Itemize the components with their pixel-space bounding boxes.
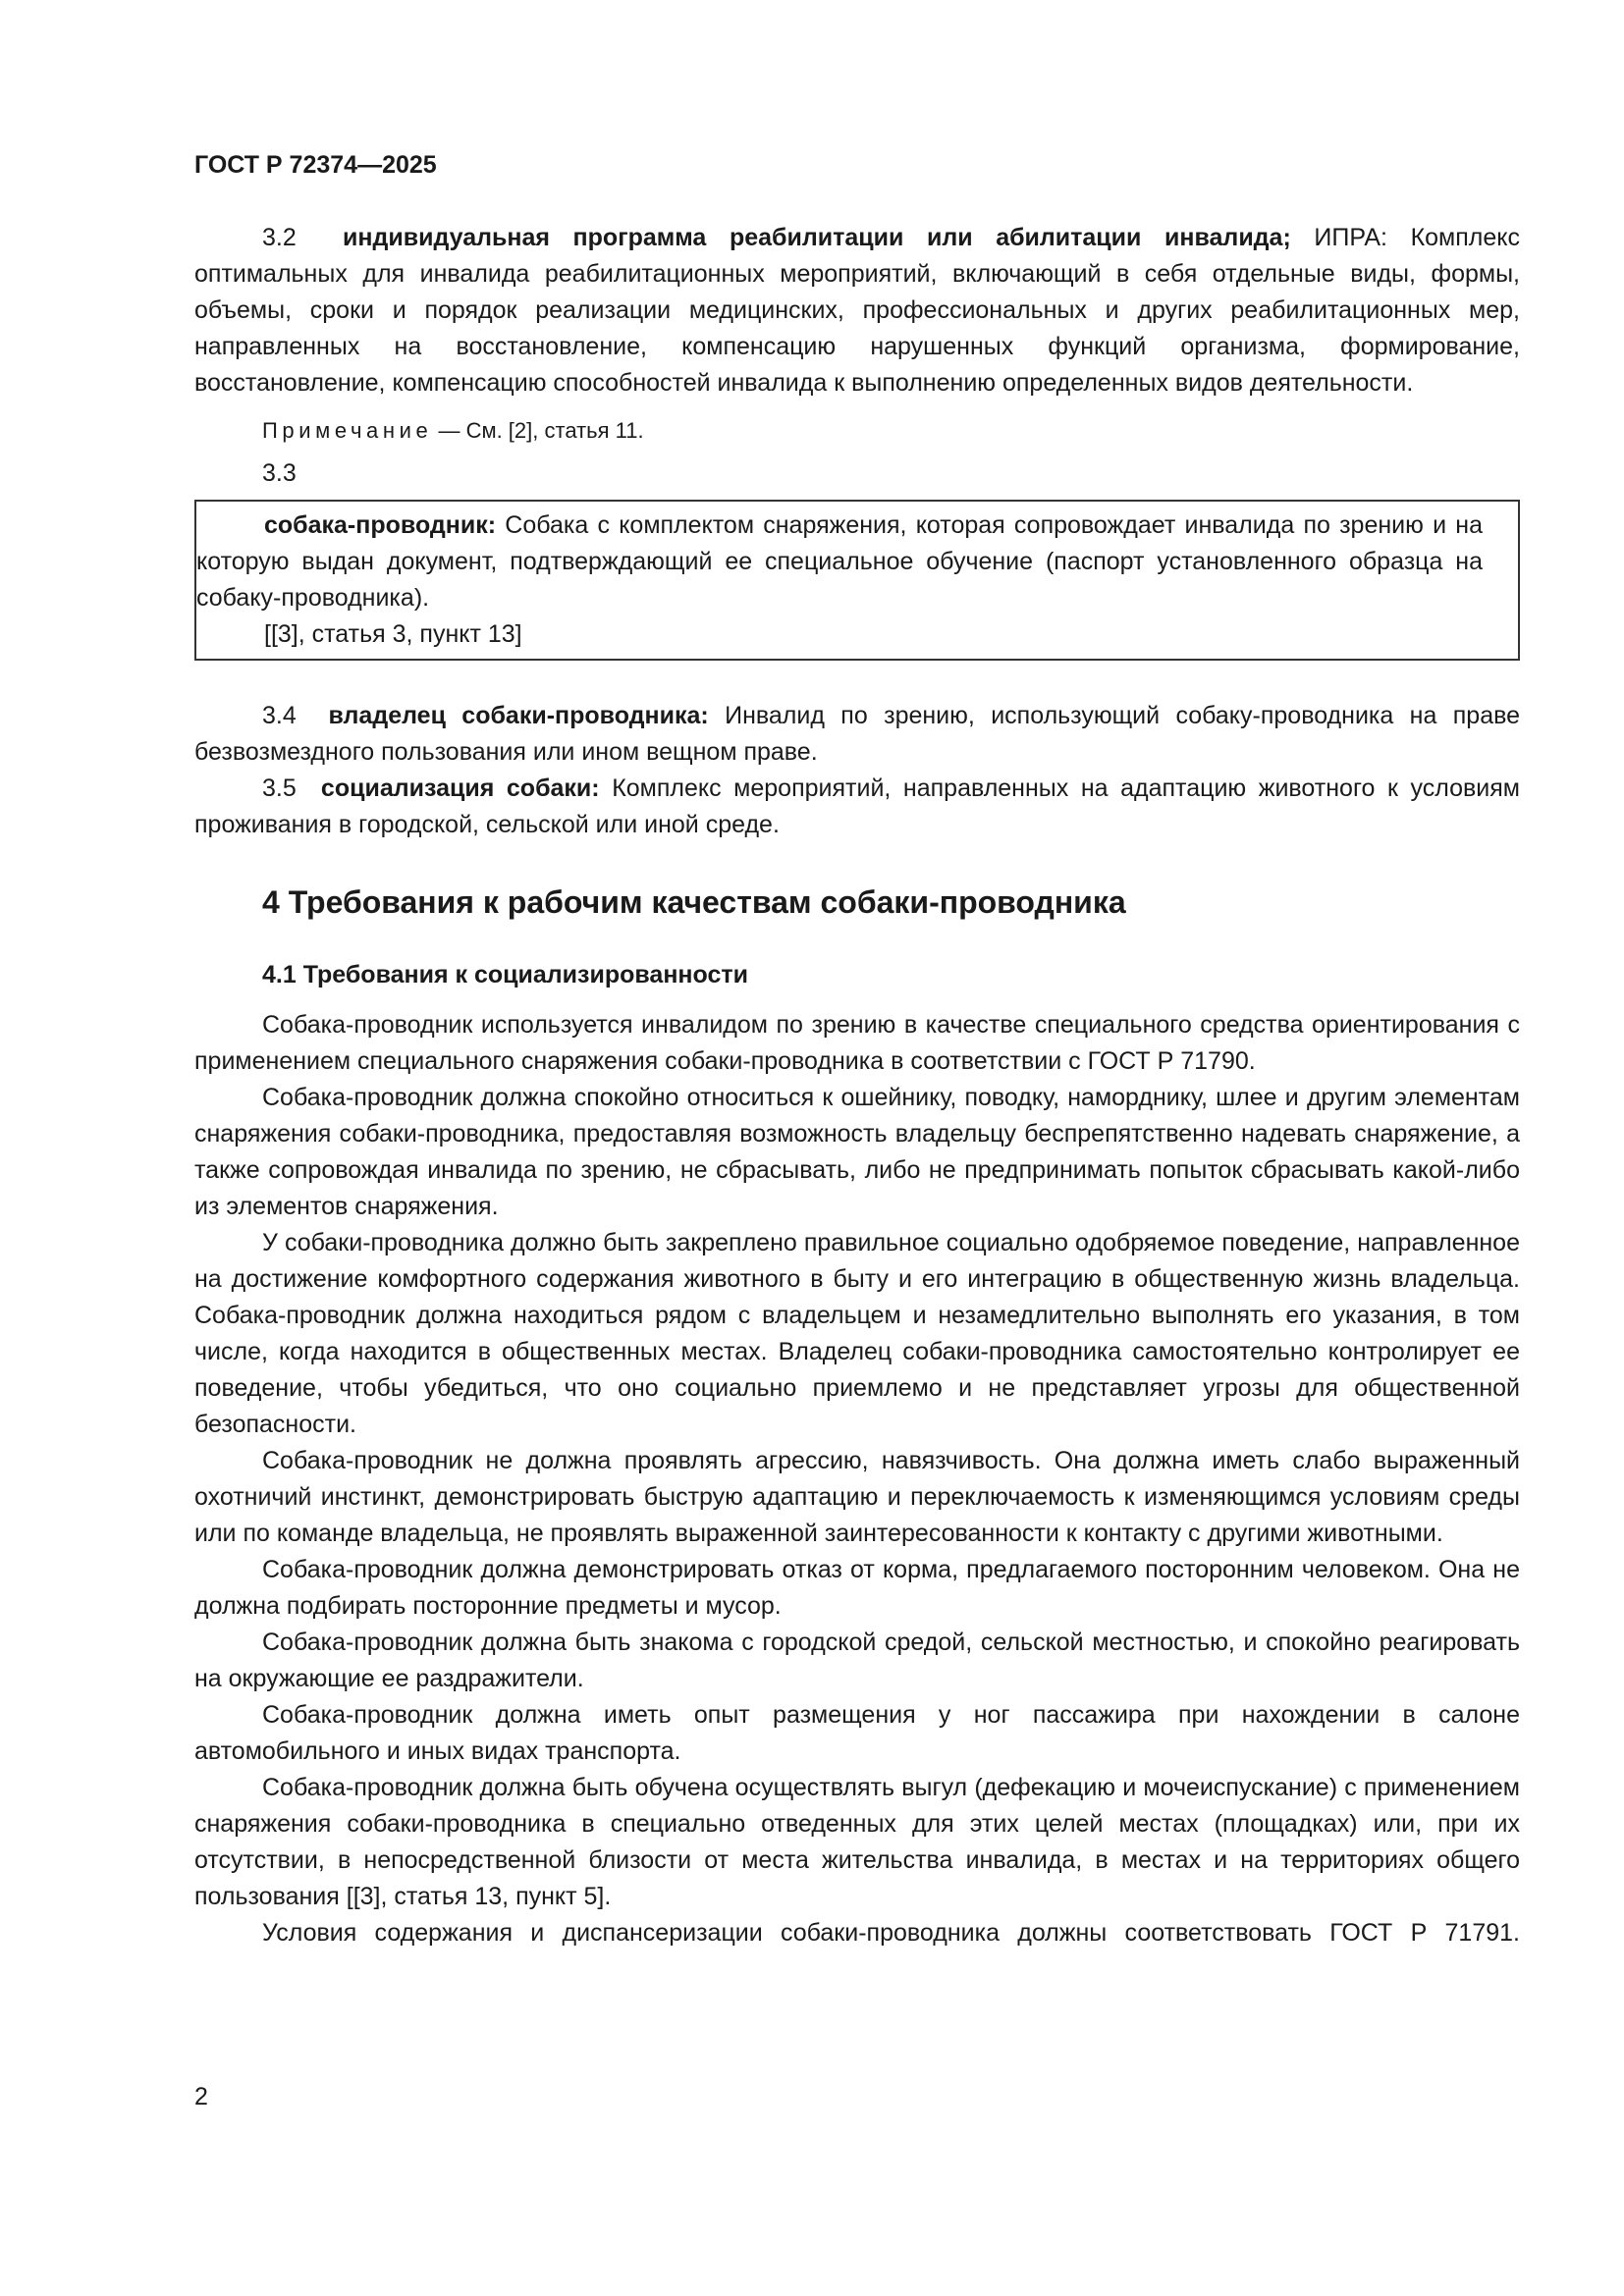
page-number: 2 (194, 2083, 208, 2110)
definition-3-3-number: 3.3 (262, 459, 297, 487)
section-4-title: 4 Требования к рабочим качествам собаки-проводника (262, 884, 1126, 920)
term-3-5: социализация собаки: (320, 774, 600, 802)
term-3-4: владелец собаки-проводника: (328, 702, 709, 729)
paragraph: Собака-проводник не должна проявлять агрессию, навязчивость. Она должна иметь слабо выраженный охотничий инстинкт, демонстрировать быструю адаптацию и переключаемость к изменяющимся условиям среды или по команде владельца, не проявлять выраженной заинтересованности к контакту с другими животными. (194, 1447, 1520, 1547)
paragraph: У собаки-проводника должно быть закреплено правильное социально одобряемое поведение, направленное на достижение комфортного содержания животного в быту и его интеграцию в общественную жизнь владельца. Собака-проводник должна находиться рядом с владельцем и незамедлительно выполнять его указания, в том числе, когда находится в общественных местах. Владелец собаки-проводника самостоятельно контролирует ее поведение, чтобы убедиться, что оно социально приемлемо и не представляет угрозы для общественной безопасности. (194, 1229, 1520, 1438)
term-3-2: индивидуальная программа реабилитации или абилитации инвалида; (343, 224, 1291, 251)
paragraph: Собака-проводник должна спокойно относиться к ошейнику, поводку, наморднику, шлее и другим элементам снаряжения собаки-проводника, предоставляя возможность владельцу беспрепятственно надевать снаряжение, а также сопровождая инвалида по зрению, не сбрасывать, либо не предпринимать попыток сбрасывать какой-либо из элементов снаряжения. (194, 1084, 1520, 1220)
note-label: Примечание (262, 418, 433, 443)
definition-3-3: собака-проводник: Собака с комплектом снаряжения, которая сопровождает инвалида по зрению и на которую выдан документ, подтверждающий ее специальное обучение (паспорт установленного образца на собаку-проводника). (196, 511, 1483, 612)
paragraph: Собака-проводник должна быть знакома с городской средой, сельской местностью, и спокойно реагировать на окружающие ее раздражители. (194, 1629, 1520, 1692)
section-4-1-title: 4.1 Требования к социализированности (262, 961, 748, 988)
note-text: — См. [2], статья 11. (432, 418, 644, 443)
definition-3-2: 3.2 индивидуальная программа реабилитации или абилитации инвалида; ИПРА: Комплекс оптимальных для инвалида реабилитационных мероприятий, включающий в себя отдельные виды, формы, объемы, сроки и порядок реализации медицинских, профессиональных и других реабилитационных мер, направленных на восстановление, компенсацию нарушенных функций организма, формирование, восстановление, компенсацию способностей инвалида к выполнению определенных видов деятельности. (194, 224, 1520, 397)
paragraph: Условия содержания и диспансеризации собаки-проводника должны соответствовать ГОСТ Р 71791. (262, 1919, 1520, 1947)
definition-3-4: 3.4 владелец собаки-проводника: Инвалид по зрению, использующий собаку-проводника на праве безвозмездного пользования или ином вещном праве. (194, 702, 1520, 766)
paragraph: Собака-проводник должна демонстрировать отказ от корма, предлагаемого посторонним человеком. Она не должна подбирать посторонние предметы и мусор. (194, 1556, 1520, 1620)
definition-3-3-box (194, 500, 1520, 661)
paragraph: Собака-проводник должна быть обучена осуществлять выгул (дефекацию и мочеиспускание) с применением снаряжения собаки-проводника в специально отведенных для этих целей местах (площадках) или, при их отсутствии, в непосредственной близости от места жительства инвалида, в местах и на территориях общего пользования [[3], статья 13, пункт 5]. (194, 1774, 1520, 1910)
paragraph: Собака-проводник должна иметь опыт размещения у ног пассажира при нахождении в салоне автомобильного и иных видах транспорта. (194, 1701, 1520, 1765)
definition-3-3-reference: [[3], статья 3, пункт 13] (264, 620, 522, 648)
paragraph: Собака-проводник используется инвалидом по зрению в качестве специального средства ориентирования с применением специального снаряжения собаки-проводника в соответствии с ГОСТ Р 71790. (194, 1011, 1520, 1075)
term-3-3: собака-проводник: (264, 511, 497, 539)
note (194, 414, 1520, 448)
document-code: ГОСТ Р 72374—2025 (194, 151, 437, 179)
document-page (194, 147, 1520, 1951)
definition-3-5: 3.5 социализация собаки: Комплекс мероприятий, направленных на адаптацию животного к условиям проживания в городской, сельской или иной среде. (194, 774, 1520, 838)
